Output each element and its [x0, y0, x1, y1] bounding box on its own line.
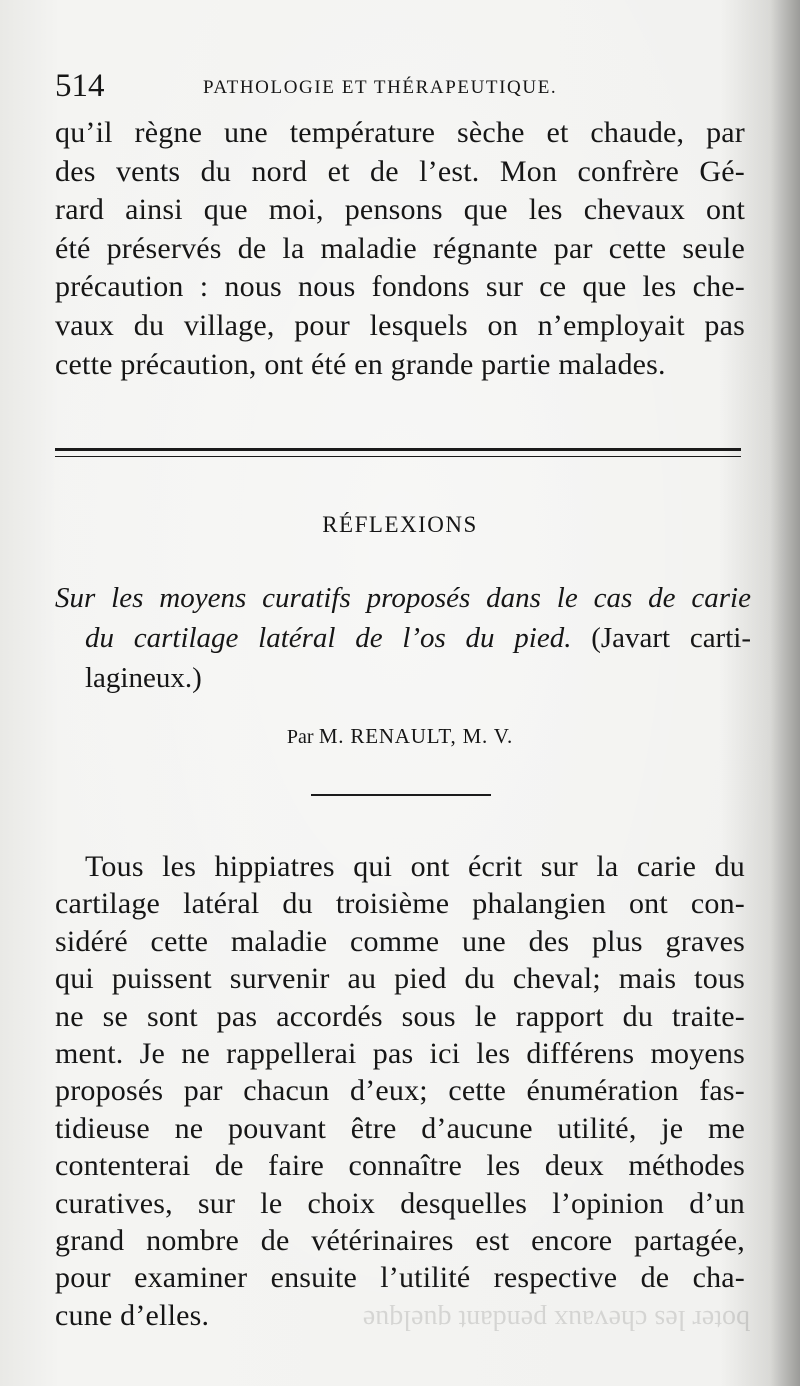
short-divider-rule [311, 794, 491, 796]
author-byline [0, 722, 800, 751]
subtitle-roman-text: (Javart carti- [591, 622, 751, 654]
text-line: été préservés de la maladie régnante par cette seule [55, 231, 745, 265]
text-line: pour examiner ensuite l’utilité respective de cha- [55, 1261, 745, 1295]
text-line: cette précaution, ont été en grande partie malades. [55, 347, 666, 381]
subtitle-line [55, 578, 751, 618]
text-line: qu’il règne une température sèche et chaude, par [55, 116, 745, 149]
section-title: RÉFLEXIONS [322, 512, 478, 537]
text-line: des vents du nord et de l’est. Mon confrère Gé- [55, 154, 745, 188]
text-line: grand nombre de vétérinaires est encore partagée, [55, 1223, 745, 1257]
text-line: rard ainsi que moi, pensons que les chevaux ont [55, 193, 745, 227]
text-line: qui puissent survenir au pied du cheval; mais tous [55, 962, 745, 996]
text-line: curatives, sur le choix desquelles l’opinion d’un [55, 1186, 745, 1220]
subtitle-italic-text: du cartilage latéral de l’os du pied. [85, 622, 572, 654]
subtitle-line [55, 618, 751, 658]
text-line: contenterai de faire connaître les deux méthodes [55, 1149, 745, 1183]
text-line: ment. Je ne rappellerai pas ici les différens moyens [55, 1036, 745, 1070]
page-number: 514 [55, 68, 105, 104]
text-line: sidéré cette maladie comme une des plus graves [55, 924, 745, 958]
text-line: Tous les hippiatres qui ont écrit sur la carie du [85, 850, 745, 883]
subtitle-italic-text: Sur les moyens curatifs proposés dans le cas de carie [55, 582, 751, 614]
text-line: ne se sont pas accordés sous le rapport du traite- [55, 999, 745, 1033]
text-line: cartilage latéral du troisième phalangien ont con- [55, 887, 745, 921]
subtitle-roman-text: lagineux.) [85, 662, 202, 694]
section-divider-double-rule [55, 448, 741, 457]
text-line: proposés par chacun d’eux; cette énumération fas- [55, 1074, 745, 1108]
running-head: PATHOLOGIE ET THÉRAPEUTIQUE. [203, 77, 558, 98]
byline-prefix: Par [286, 726, 314, 748]
section-subtitle [55, 578, 755, 698]
paragraph-body [55, 848, 745, 1334]
page-edge-shadow [770, 0, 800, 1386]
text-line: vaux du village, pour lesquels on n’employait pas [55, 308, 745, 342]
subtitle-line [55, 658, 755, 698]
text-line: tidieuse ne pouvant être d’aucune utilité, je me [55, 1111, 745, 1145]
text-line: cune d’elles. [55, 1298, 210, 1332]
page-header [55, 66, 745, 106]
bleed-through-text: boter les chevaux pendant quelque [362, 1304, 750, 1335]
paragraph-continued [55, 114, 745, 384]
text-line: précaution : nous nous fondons sur ce que les che- [55, 270, 745, 304]
author-name: M. RENAULT, M. V. [318, 724, 514, 748]
